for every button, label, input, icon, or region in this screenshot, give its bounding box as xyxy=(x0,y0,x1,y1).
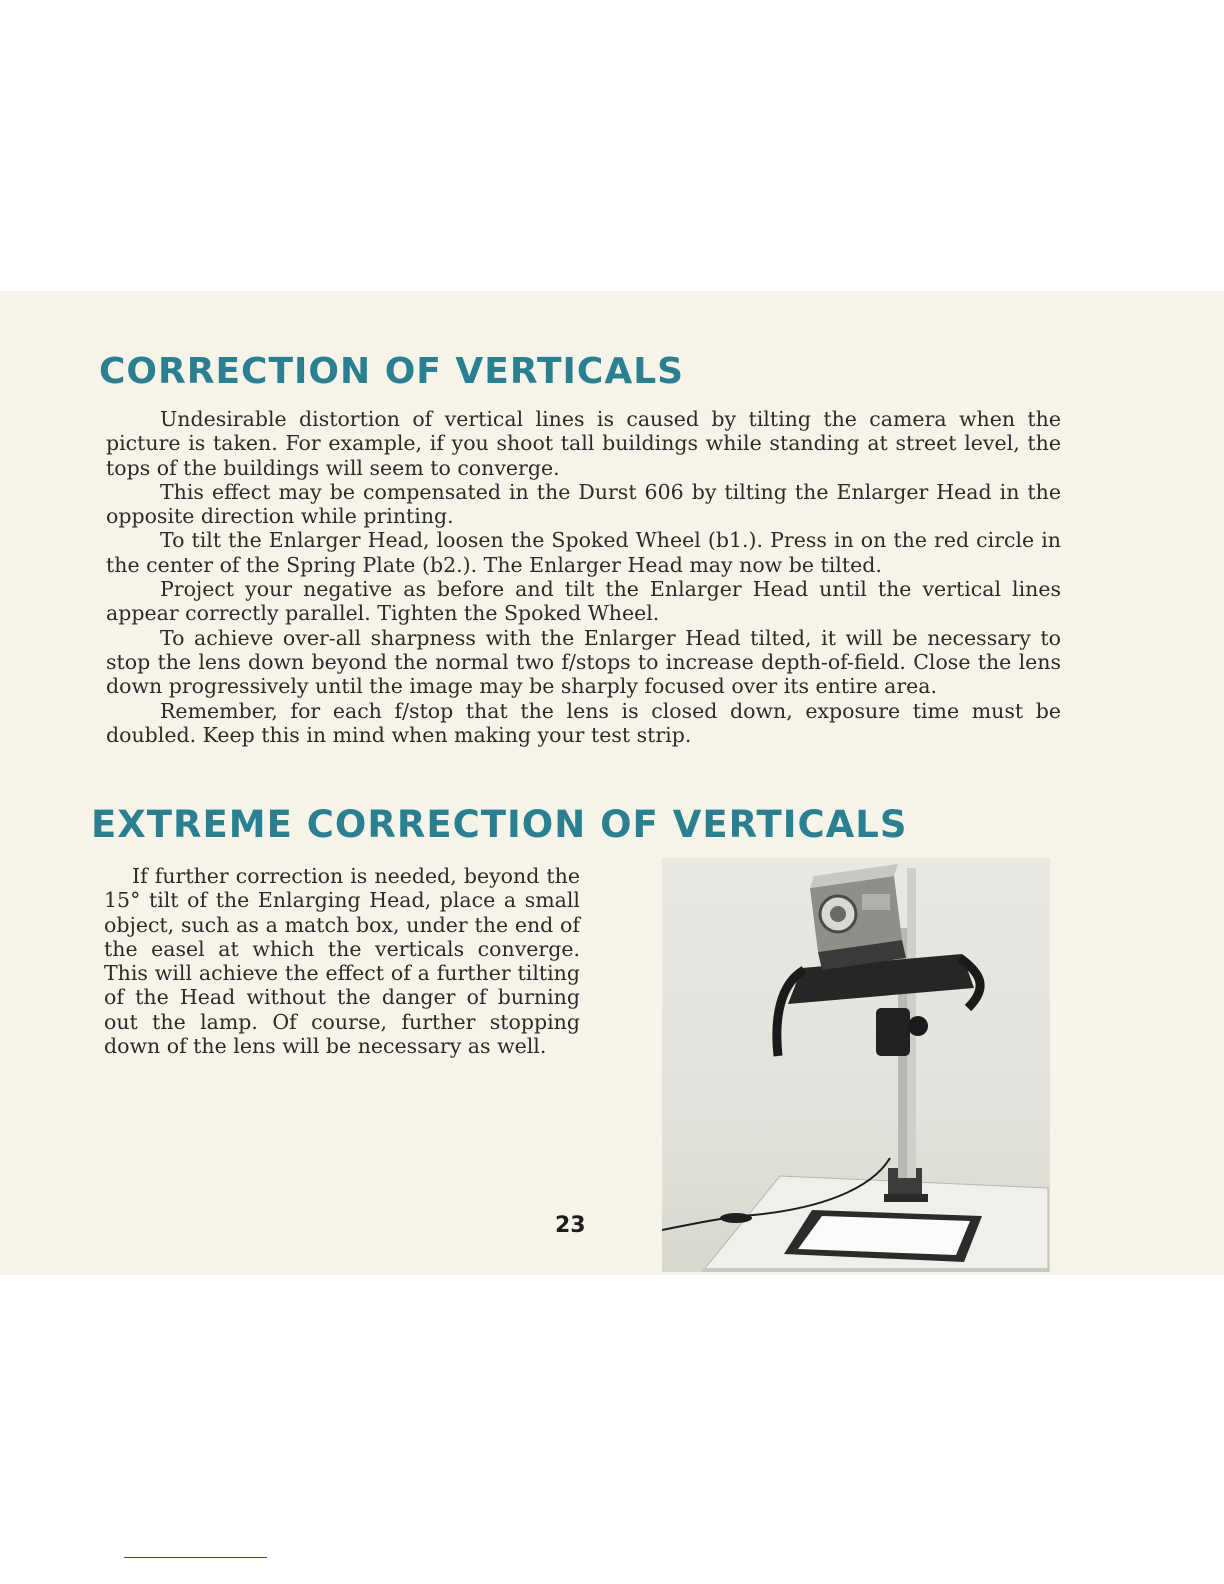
paragraph-distortion: Undesirable distortion of vertical lines is caused by tilting the camera when the picture is taken. For example, if you shoot tall buildings while standing at street level, the tops of the buildings will seem to converge. xyxy=(106,407,1061,480)
enlarger-photo xyxy=(662,858,1050,1272)
correction-body xyxy=(106,407,1061,747)
paragraph-compensation: This effect may be compensated in the Durst 606 by tilting the Enlarger Head in the opposite direction while printing. xyxy=(106,479,1061,529)
paragraph-tilt-instructions: To tilt the Enlarger Head, loosen the Spoked Wheel (b1.). Press in on the red circle in the center of the Spring Plate (b2.). The Enlarger Head may now be tilted. xyxy=(106,528,1061,577)
paragraph-exposure: Remember, for each f/stop that the lens is closed down, exposure time must be doubled. Keep this in mind when making your test strip. xyxy=(106,698,1061,747)
heading-correction-of-verticals: CORRECTION OF VERTICALS xyxy=(99,351,685,392)
heading-extreme-correction: EXTREME CORRECTION OF VERTICALS xyxy=(91,803,908,846)
enlarger-illustration xyxy=(662,858,1050,1272)
paragraph-project-negative: Project your negative as before and tilt the Enlarger Head until the vertical lines appear correctly parallel. Tighten the Spoked Wheel. xyxy=(106,577,1061,626)
footnote-rule xyxy=(124,1557,267,1558)
paragraph-further-correction: If further correction is needed, beyond the 15° tilt of the Enlarging Head, place a small object, such as a match box, under the end of the easel at which the verticals converge. This will achieve the effect of a further tilting of the Head without the danger of burning out the lamp. Of course, further stopping down of the lens will be necessary as well. xyxy=(104,864,580,1059)
paragraph-sharpness: To achieve over-all sharpness with the Enlarger Head tilted, it will be necessary to stop the lens down beyond the normal two f/stops to increase depth-of-field. Close the lens down progressively until the image may be sharply focused over its entire area. xyxy=(106,625,1061,699)
extreme-correction-body xyxy=(104,864,580,1058)
page-number: 23 xyxy=(555,1213,586,1238)
